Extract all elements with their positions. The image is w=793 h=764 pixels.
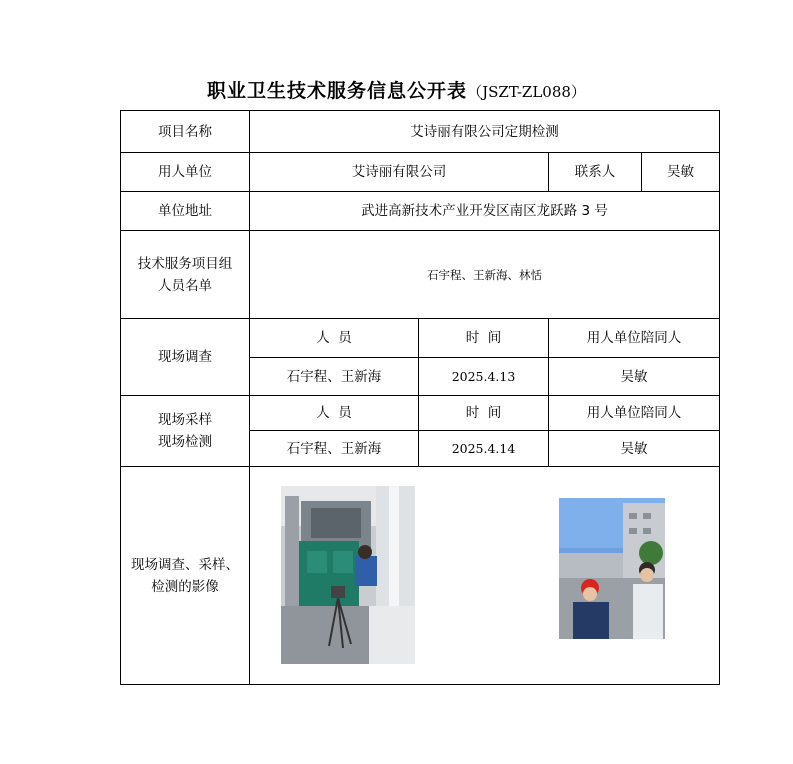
team-label <box>121 231 249 318</box>
team-value: 石宇程、王新海、林恬 <box>427 267 542 282</box>
sampling-escort: 吴敏 <box>620 440 648 457</box>
sampling-staff: 石宇程、王新海 <box>286 440 382 457</box>
team-label-line2: 人员名单 <box>158 277 212 294</box>
document-code: （JSZT-ZL088） <box>467 83 586 101</box>
photo-icon <box>559 498 665 639</box>
sampling-label-line1: 现场采样 <box>158 412 212 428</box>
survey-time: 2025.4.13 <box>451 368 516 384</box>
images-label <box>121 467 249 684</box>
project-name-value: 艾诗丽有限公司定期检测 <box>410 123 559 140</box>
contact-label: 联系人 <box>574 164 616 180</box>
title-text: 职业卫生技术服务信息公开表 <box>207 80 468 102</box>
sampling-header-staff: 人 员 <box>316 405 352 421</box>
survey-label: 现场调查 <box>158 349 212 365</box>
survey-header-staff: 人 员 <box>316 330 352 346</box>
sampling-header-escort: 用人单位陪同人 <box>586 405 682 421</box>
images-label-line1: 现场调查、采样、 <box>131 556 239 573</box>
sampling-time: 2025.4.14 <box>451 440 516 456</box>
survey-staff: 石宇程、王新海 <box>286 368 382 385</box>
sampling-label-line2: 现场检测 <box>158 434 212 450</box>
images-label-line2: 检测的影像 <box>151 578 219 595</box>
employer-value: 艾诗丽有限公司 <box>351 164 447 180</box>
sampling-label <box>121 396 249 466</box>
contact-value: 吴敏 <box>667 164 694 180</box>
sampling-header-time: 时 间 <box>465 405 502 421</box>
team-label-line1: 技术服务项目组 <box>137 255 233 272</box>
survey-escort: 吴敏 <box>620 368 648 385</box>
site-staff-photo <box>559 498 665 639</box>
address-label: 单位地址 <box>158 203 212 219</box>
photo-icon <box>281 486 415 664</box>
address-value: 武进高新技术产业开发区南区龙跃路 3 号 <box>361 203 608 219</box>
factory-sampling-photo <box>281 486 415 664</box>
project-name-label: 项目名称 <box>158 123 212 140</box>
employer-label: 用人单位 <box>158 164 212 180</box>
survey-header-escort: 用人单位陪同人 <box>586 330 682 346</box>
survey-header-time: 时 间 <box>465 330 502 346</box>
